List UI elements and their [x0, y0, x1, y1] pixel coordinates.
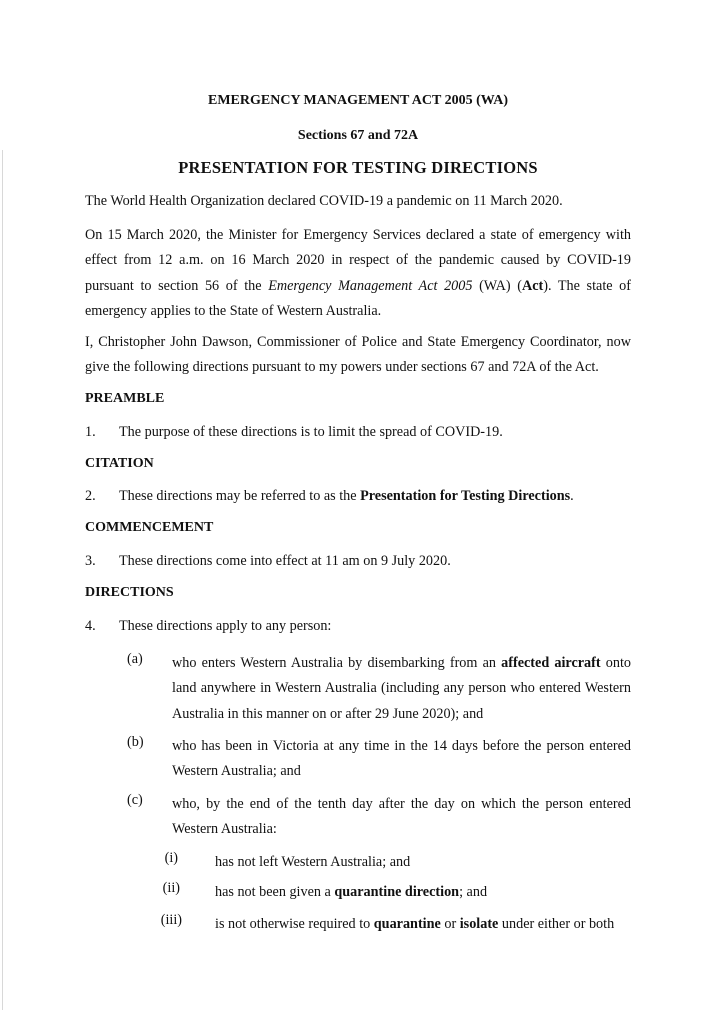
quarantine-direction-term: quarantine direction [334, 884, 460, 900]
page-edge-line [2, 150, 3, 1010]
item-text: has not left Western Australia; and [215, 854, 411, 870]
act-name-italic: Emergency Management Act 2005 [268, 277, 473, 294]
act-defined-term: Act [521, 277, 544, 294]
intro-paragraph-1: The World Health Organization declared COVID-19 a pandemic on 11 March 2020. [85, 193, 563, 209]
intro-paragraph-3: I, Christopher John Dawson, Commissioner of Police and State Emergency Coordinator, now give the following directions pursuant to my powers under sections 67 and 72A of the Act. [85, 334, 631, 376]
directions-name: Presentation for Testing Directions [360, 488, 571, 504]
clause-text: These directions apply to any person: [119, 618, 332, 634]
item-label: (iii) [160, 912, 182, 928]
item-text: who, by the end of the tenth day after the day on which the person entered Western Australia: [172, 796, 631, 838]
clause-number: 2. [85, 488, 96, 504]
item-label: (b) [127, 734, 144, 750]
document-title: PRESENTATION FOR TESTING DIRECTIONS [178, 158, 538, 177]
item-text: is not otherwise required to quarantine or isolate under either or both [215, 916, 615, 932]
act-title: EMERGENCY MANAGEMENT ACT 2005 (WA) [208, 93, 508, 108]
clause-text: The purpose of these directions is to limit the spread of COVID-19. [119, 424, 503, 440]
preamble-heading: PREAMBLE [85, 391, 165, 406]
sections-subtitle: Sections 67 and 72A [297, 128, 419, 143]
citation-heading: CITATION [85, 456, 154, 471]
item-text: has not been given a quarantine direction; and [215, 884, 488, 900]
commencement-heading: COMMENCEMENT [85, 520, 214, 535]
clause-number: 3. [85, 553, 96, 569]
directions-heading: DIRECTIONS [85, 585, 174, 600]
clause-number: 4. [85, 618, 96, 634]
clause-number: 1. [85, 424, 96, 440]
item-label: (a) [127, 651, 143, 667]
item-label: (i) [164, 850, 178, 866]
item-label: (c) [127, 792, 143, 808]
item-text: who has been in Victoria at any time in the 14 days before the person entered Western Australia; and [172, 738, 631, 780]
clause-text: These directions may be referred to as the Presentation for Testing Directions. [119, 488, 574, 504]
item-text: who enters Western Australia by disembarking from an affected aircraft onto land anywhere in Western Australia (including any person who entered Western Australia in this manner on or after 29 June 2020); and [172, 655, 631, 722]
intro-paragraph-2: On 15 March 2020, the Minister for Emergency Services declared a state of emergency with effect from 12 a.m. on 16 March 2020 in respect of the pandemic caused by COVID-19 pursuant to section 56 of the Emergency Management Act 2005 (WA) (Act). The state of emergency applies to the State of Western Australia. [85, 227, 632, 319]
quarantine-term: quarantine [373, 916, 441, 932]
clause-text: These directions come into effect at 11 am on 9 July 2020. [119, 553, 451, 569]
isolate-term: isolate [459, 916, 499, 932]
item-label: (ii) [162, 880, 180, 896]
affected-aircraft-term: affected aircraft [501, 655, 601, 671]
